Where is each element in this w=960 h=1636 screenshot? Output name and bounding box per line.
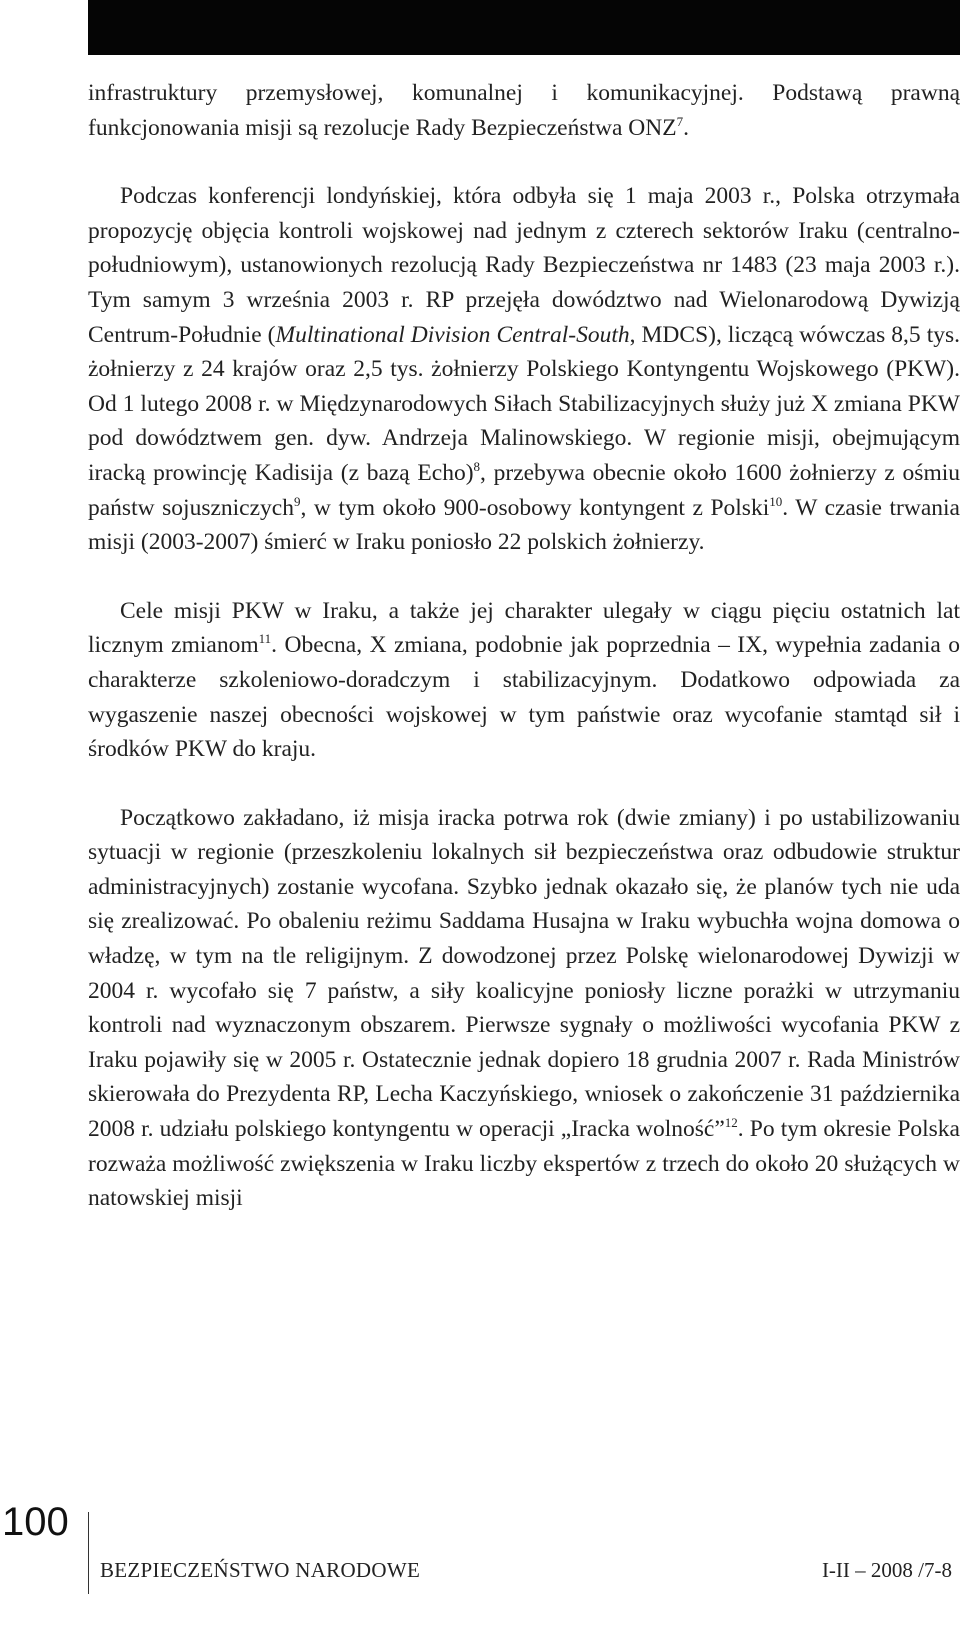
text-run: Cele misji PKW w Iraku, a także jej charakter ulegały w ciągu pięciu ostatnich lat licznym zmianom [88, 597, 960, 659]
footnote-ref: 11 [258, 631, 272, 647]
text-run: Początkowo zakładano, iż misja iracka potrwa rok (dwie zmiany) i po ustabilizowaniu sytuacji w regionie (przeszkoleniu lokalnych sił bezpieczeństwa oraz odbudowie struktur administracyjnych) zostanie wycofana. Szybko jednak okazało się, że planów tych nie uda się zrealizować. Po obaleniu reżimu Saddama Husajna w Iraku wybuchła wojna domowa o władzę, w tym na tle religijnym. Z dowodzonej przez Polskę wielonarodowej Dywizji w 2004 r. wycofało się 7 państw, a siły koalicyjne poniosły liczne porażki w utrzymaniu kontroli nad wyznaczonym obszarem. Pierwsze sygnały o możliwości wycofania PKW z Iraku pojawiły się w 2005 r. Ostatecznie jednak dopiero 18 grudnia 2007 r. Rada Ministrów skierowała do Prezydenta RP, Lecha Kaczyńskiego, wniosek o zakończenie 31 października 2008 r. udziału polskiego kontyngentu w operacji „Iracka wolność” [88, 804, 960, 1143]
paragraph-2 [88, 179, 960, 560]
text-run: , w tym około 900-osobowy kontyngent z Polski [300, 494, 770, 521]
paragraph-1 [88, 76, 960, 145]
paragraph-4 [88, 801, 960, 1216]
footnote-ref: 10 [769, 493, 783, 509]
text-run: infrastruktury przemysłowej, komunalnej i komunikacyjnej. Podstawą prawną funkcjonowania misji są rezolucje Rady Bezpieczeństwa ONZ [88, 80, 960, 141]
italic-term: Multinational Division Central-South [275, 321, 630, 348]
text-run: Podczas konferencji londyńskiej, która odbyła się 1 maja 2003 r., Polska otrzymała propozycję objęcia kontroli wojskowej nad jednym z czterech sektorów Iraku (centralno-południowym), ustanowionych rezolucją Rady Bezpieczeństwa nr 1483 (23 maja 2003 r.). Tym samym 3 września 2003 r. RP przejęła dowództwo nad Wielonarodową Dywizją Centrum-Południe ( [88, 183, 960, 348]
text-run: . W czasie trwania misji (2003-2007) śmierć w Iraku poniosło 22 polskich żołnierzy. [88, 494, 960, 556]
text-run: , przebywa obecnie około 1600 żołnierzy z ośmiu państw sojuszniczych [88, 459, 960, 521]
page-number: 100 [2, 1500, 69, 1544]
footnote-ref: 8 [473, 459, 481, 475]
body-text [88, 76, 960, 1216]
header-bar [88, 0, 960, 55]
journal-title: BEZPIECZEŃSTWO NARODOWE [100, 1558, 421, 1582]
paragraph-3 [88, 594, 960, 767]
footnote-ref: 12 [724, 1115, 738, 1131]
text-run: . Po tym okresie Polska rozważa możliwość zwiększenia w Iraku liczby ekspertów z trzech do około 20 służących w natowskiej misji [88, 1116, 960, 1212]
issue-number: I-II – 2008 /7-8 [821, 1558, 952, 1582]
footer-divider [88, 1512, 89, 1594]
text-run: . Obecna, X zmiana, podobnie jak poprzednia – IX, wypełnia zadania o charakterze szkoleniowo-doradczym i stabilizacyjnym. Dodatkowo odpowiada za wygaszenie naszej obecności wojskowej w tym państwie oraz wycofanie stamtąd sił i środków PKW do kraju. [88, 632, 960, 763]
text-run: . [683, 114, 689, 141]
footnote-ref: 9 [293, 493, 301, 509]
footnote-ref: 7 [676, 113, 684, 129]
text-run: , MDCS), liczącą wówczas 8,5 tys. żołnierzy z 24 krajów oraz 2,5 tys. żołnierzy Polskiego Kontyngentu Wojskowego (PKW). Od 1 lutego 2008 r. w Międzynarodowych Siłach Stabilizacyjnych służy już X zmiana PKW pod dowództwem gen. dyw. Andrzeja Malinowskiego. W regionie misji, obejmującym iracką prowincję Kadisija (z bazą Echo) [88, 321, 960, 486]
